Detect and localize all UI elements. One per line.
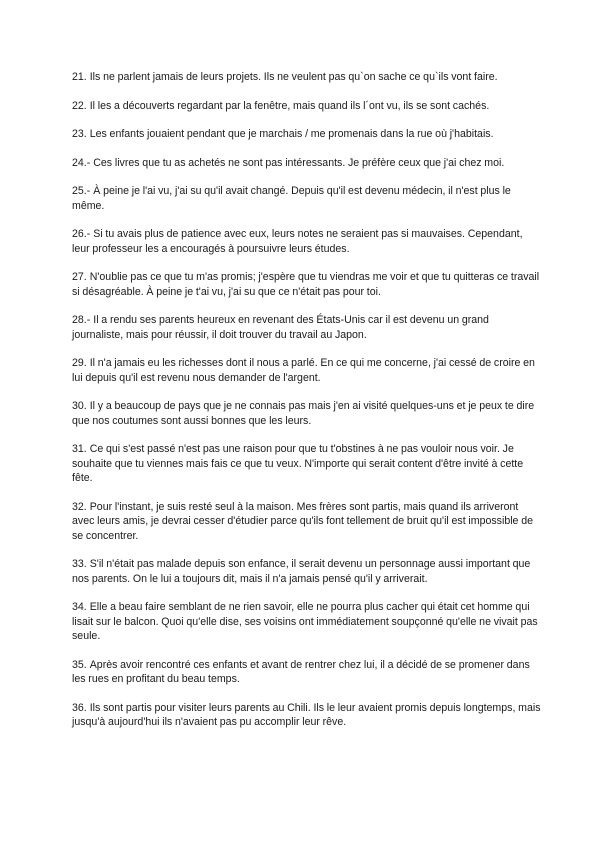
sentence-item xyxy=(72,70,542,85)
sentence-number: 27. xyxy=(72,271,87,283)
sentence-text: Il y a beaucoup de pays que je ne connais pas mais j'en ai visité quelques-uns et je peux te dire que nos coutumes sont aussi bonnes que les leurs. xyxy=(72,400,535,427)
sentence-text: Si tu avais plus de patience avec eux, leurs notes ne seraient pas si mauvaises. Cependant, leur professeur les a encouragés à poursuivre leurs études. xyxy=(72,228,523,255)
sentence-item xyxy=(72,500,542,544)
sentence-item xyxy=(72,701,542,730)
sentence-text: Après avoir rencontré ces enfants et avant de rentrer chez lui, il a décidé de se promener dans les rues en profitant du beau temps. xyxy=(72,658,530,685)
sentence-number: 28.- xyxy=(72,314,91,326)
sentence-text: Il n'a jamais eu les richesses dont il nous a parlé. En ce qui me concerne, j'ai cessé de croire en lui depuis qu'il est revenu nous demander de l'argent. xyxy=(72,357,535,384)
sentence-number: 24.- xyxy=(72,156,91,169)
sentence-text: Pour l'instant, je suis resté seul à la maison. Mes frères sont partis, mais quand ils arriveront avec leurs amis, je devrai cesser d'étudier parce qu'ils font tellement de bruit qu'il est impossible de se concentrer. xyxy=(72,500,533,542)
sentence-text: Il a rendu ses parents heureux en revenant des États-Unis car il est devenu un grand journaliste, mais pour réussir, il doit trouver du travail au Japon. xyxy=(72,314,489,341)
sentence-number: 23. xyxy=(72,128,87,140)
sentence-item xyxy=(72,442,542,486)
sentence-number: 29. xyxy=(72,357,87,369)
sentence-item xyxy=(72,227,542,256)
sentence-item xyxy=(72,356,542,385)
sentence-number: 31. xyxy=(72,443,87,455)
sentence-text: Ce qui s'est passé n'est pas une raison pour que tu t'obstines à ne pas vouloir nous voir. Je souhaite que tu viennes mais fais ce que tu veux. N'importe qui serait content d'être invité à cette fête. xyxy=(72,443,524,484)
sentence-list xyxy=(72,70,542,730)
sentence-number: 34. xyxy=(72,601,87,613)
sentence-item xyxy=(72,313,542,342)
sentence-item xyxy=(72,600,542,644)
sentence-number: 33. xyxy=(72,558,87,570)
sentence-number: 26.- xyxy=(72,228,91,240)
sentence-number: 36. xyxy=(72,701,87,714)
sentence-text: Les enfants jouaient pendant que je marchais / me promenais dans la rue où j'habitais. xyxy=(89,128,494,140)
sentence-item xyxy=(72,399,542,428)
sentence-text: S'il n'était pas malade depuis son enfance, il serait devenu un personnage aussi important que nos parents. On le lui a toujours dit, mais il n'a jamais pensé qu'il y arriverait. xyxy=(72,558,531,585)
sentence-item xyxy=(72,658,542,687)
sentence-text: À peine je l'ai vu, j'ai su qu'il avait changé. Depuis qu'il est devenu médecin, il n'est plus le même. xyxy=(72,185,511,212)
sentence-number: 32. xyxy=(72,500,87,513)
sentence-item xyxy=(72,99,542,114)
sentence-text: Ils sont partis pour visiter leurs parents au Chili. Ils le leur avaient promis depuis longtemps, mais jusqu'à aujourd'hui ils n'avaient pas pu accomplir leur rêve. xyxy=(72,701,541,728)
sentence-number: 35. xyxy=(72,658,87,671)
sentence-text: Ils ne parlent jamais de leurs projets. Ils ne veulent pas qu`on sache ce qu`ils vont faire. xyxy=(89,71,498,83)
sentence-item xyxy=(72,270,542,299)
sentence-text: Il les a découverts regardant par la fenêtre, mais quand ils l´ont vu, ils se sont cachés. xyxy=(89,99,490,112)
sentence-text: N'oublie pas ce que tu m'as promis; j'espère que tu viendras me voir et que tu quitteras ce travail si désagréable. À peine je t'ai vu, j'ai su que ce n'était pas pour toi. xyxy=(72,271,540,298)
sentence-number: 30. xyxy=(72,400,87,412)
sentence-number: 22. xyxy=(72,99,87,112)
sentence-text: Ces livres que tu as achetés ne sont pas intéressants. Je préfère ceux que j'ai chez moi. xyxy=(93,156,505,169)
sentence-number: 21. xyxy=(72,71,87,83)
sentence-item xyxy=(72,184,542,213)
sentence-item xyxy=(72,156,542,171)
sentence-item xyxy=(72,557,542,586)
sentence-number: 25.- xyxy=(72,185,91,197)
sentence-text: Elle a beau faire semblant de ne rien savoir, elle ne pourra plus cacher qui était cet homme qui lisait sur le balcon. Quoi qu'elle dise, ses voisins ont immédiatement soupçonné qu'elle ne vivait pas seule. xyxy=(72,601,538,642)
sentence-item xyxy=(72,127,542,142)
